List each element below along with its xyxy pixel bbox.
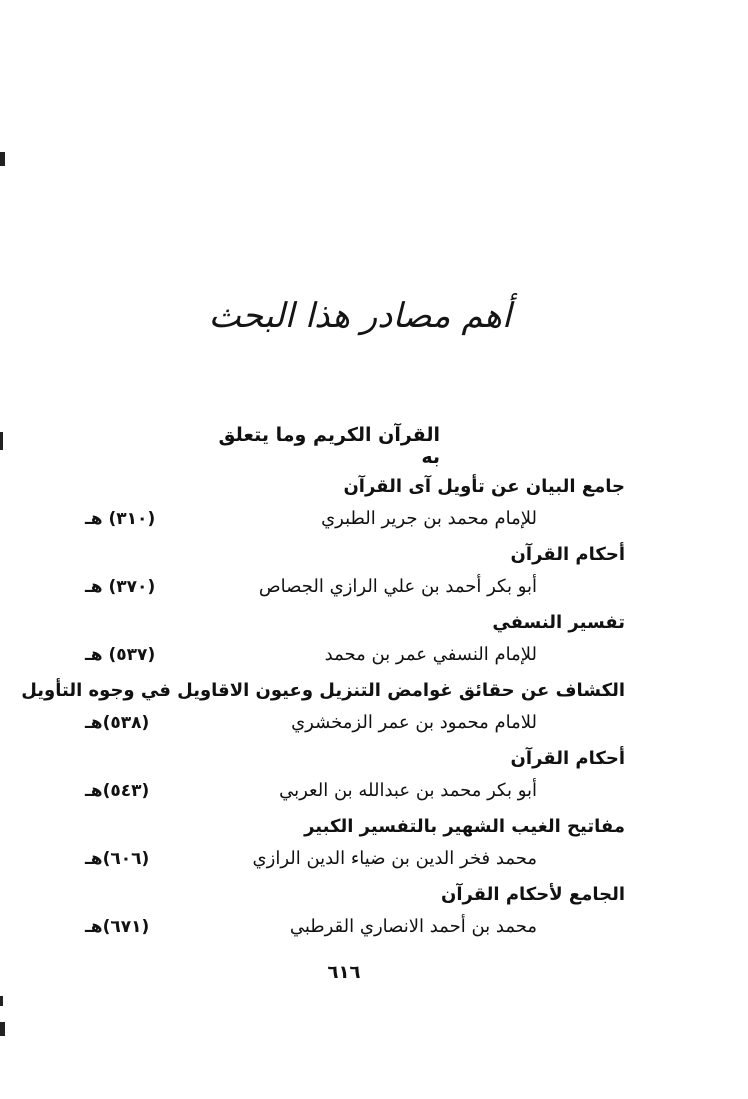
death-date: (٥٣٧) هـ — [85, 645, 156, 665]
sources-list — [21, 472, 625, 948]
book-title: مفاتيح الغيب الشهير بالتفسير الكبير — [304, 816, 625, 837]
book-author: للإمام النسفي عمر بن محمد — [324, 644, 537, 665]
author-row — [60, 706, 625, 744]
page-number: ٦١٦ — [327, 962, 361, 983]
book-title: جامع البيان عن تأويل آى القرآن — [343, 476, 625, 497]
death-date: (٣١٠) هـ — [85, 509, 156, 529]
book-author: أبو بكر محمد بن عبدالله بن العربي — [279, 780, 537, 801]
scan-edge-mark — [0, 152, 5, 166]
source-entry — [60, 540, 625, 608]
source-entry — [60, 608, 625, 676]
author-row — [60, 570, 625, 608]
source-entry — [60, 744, 625, 812]
page-title: أهم مصادر هذا البحث — [208, 296, 512, 336]
author-row — [60, 910, 625, 948]
book-author: للإمام محمد بن جرير الطبري — [321, 508, 537, 529]
author-row — [60, 774, 625, 812]
author-row — [60, 842, 625, 880]
book-author: أبو بكر أحمد بن علي الرازي الجصاص — [258, 576, 537, 597]
source-entry — [60, 812, 625, 880]
book-title: أحكام القرآن — [510, 544, 625, 565]
death-date: (٣٧٠) هـ — [85, 577, 156, 597]
source-entry — [60, 472, 625, 540]
death-date: (٦٧١)هـ — [85, 917, 150, 937]
book-title: تفسير النسفي — [492, 612, 625, 633]
book-author: للامام محمود بن عمر الزمخشري — [291, 712, 537, 733]
scan-edge-mark — [0, 1022, 5, 1036]
book-title: الكشاف عن حقائق غوامض التنزيل وعيون الاقاويل في وجوه التأويل — [21, 680, 625, 701]
source-entry — [21, 676, 625, 744]
book-author: محمد فخر الدين بن ضياء الدين الرازي — [252, 848, 537, 869]
death-date: (٥٣٨)هـ — [85, 713, 150, 733]
scan-edge-mark — [0, 432, 3, 450]
death-date: (٦٠٦)هـ — [85, 849, 150, 869]
section-heading: القرآن الكريم وما يتعلق به — [218, 424, 440, 468]
book-title: أحكام القرآن — [510, 748, 625, 769]
book-author: محمد بن أحمد الانصاري القرطبي — [289, 916, 537, 937]
author-row — [60, 638, 625, 676]
author-row — [60, 502, 625, 540]
death-date: (٥٤٣)هـ — [85, 781, 150, 801]
source-entry — [60, 880, 625, 948]
scan-edge-mark — [0, 996, 3, 1006]
book-title: الجامع لأحكام القرآن — [440, 884, 625, 905]
